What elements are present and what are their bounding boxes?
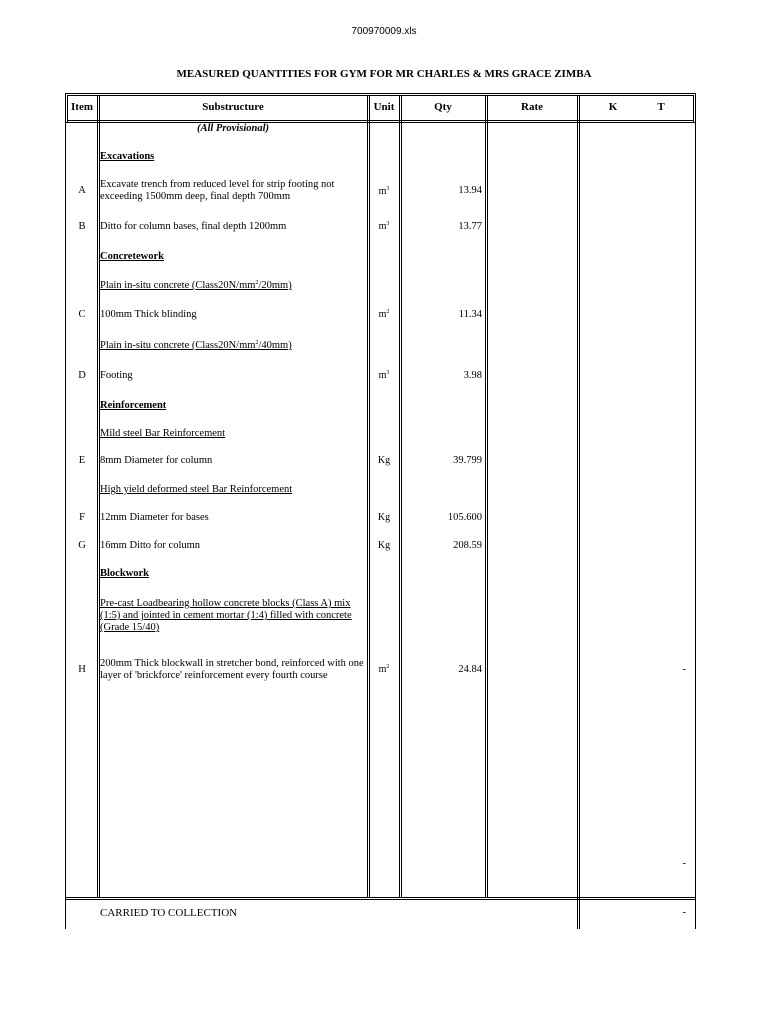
- unit-h: $m^2$: [378, 664, 390, 675]
- subsection-plain-concrete-40: Plain in-situ concrete $(Class20N/mm^2/40mm)$: [100, 340, 292, 351]
- col-divider-item: [97, 95, 98, 898]
- table-border-top-inner: [67, 95, 694, 96]
- desc-c: 100mm Thick blinding: [100, 309, 197, 320]
- col-divider-desc-2: [369, 95, 370, 898]
- subsection-precast-blocks: Pre-cast Loadbearing hollow concrete blocks (Class A) mix (1:5) and jointed in cement mortar (1:4) filled with concrete (Grade 15/40): [100, 598, 352, 633]
- desc-f: 12mm Diameter for bases: [100, 512, 209, 523]
- item-e: E: [78, 455, 86, 466]
- desc-d: Footing: [100, 370, 133, 381]
- unit-e: Kg: [377, 455, 391, 466]
- subsection-high-yield: High yield deformed steel Bar Reinforcement: [100, 484, 293, 495]
- carried-to-collection-total: -: [682, 907, 686, 918]
- table-border-top: [65, 93, 696, 94]
- item-c: C: [78, 309, 86, 320]
- header-unit: Unit: [373, 101, 395, 113]
- section-excavations: Excavations: [100, 151, 155, 162]
- qty-e: 39.799: [453, 455, 482, 466]
- item-b: B: [78, 221, 86, 232]
- table-border-right-inner: [693, 95, 694, 123]
- qty-f: 105.600: [447, 512, 482, 523]
- unit-d: $m^3$: [378, 370, 390, 381]
- unit-b: $m^3$: [378, 221, 390, 232]
- col-divider-rate-2: [579, 95, 580, 929]
- header-t: T: [657, 101, 665, 113]
- col-divider-unit-2: [401, 95, 402, 898]
- file-name: 700970009.xls: [351, 26, 417, 37]
- total-h: -: [682, 664, 686, 675]
- unit-c: $m^2$: [378, 309, 390, 320]
- col-divider-rate: [577, 95, 578, 929]
- header-k: K: [608, 101, 618, 113]
- item-d: D: [78, 370, 86, 381]
- subsection-mild-steel: Mild steel Bar Reinforcement: [100, 428, 226, 439]
- header-divider: [67, 120, 694, 121]
- carried-to-collection-label: CARRIED TO COLLECTION: [100, 907, 238, 919]
- header-substructure: Substructure: [202, 101, 264, 113]
- unit-f: Kg: [377, 512, 391, 523]
- document-title: MEASURED QUANTITIES FOR GYM FOR MR CHARLES & MRS GRACE ZIMBA: [176, 68, 592, 80]
- desc-a: Excavate trench from reduced level for strip footing not exceeding 1500mm deep, final depth 700mm: [100, 179, 335, 202]
- qty-h: 24.84: [458, 664, 482, 675]
- section-reinforcement: Reinforcement: [100, 400, 167, 411]
- qty-g: 208.59: [453, 540, 482, 551]
- desc-h: 200mm Thick blockwall in stretcher bond, reinforced with one layer of 'brickforce' reinforcement every fourth course: [100, 658, 364, 681]
- item-a: A: [78, 185, 86, 196]
- col-divider-item-2: [99, 95, 100, 898]
- section-blockwork: Blockwork: [100, 568, 150, 579]
- section-concretework: Concretework: [100, 251, 164, 262]
- item-h: H: [78, 664, 86, 675]
- col-divider-qty-2: [487, 95, 488, 898]
- desc-b: Ditto for column bases, final depth 1200mm: [100, 221, 287, 232]
- unit-g: Kg: [377, 540, 391, 551]
- qty-a: 13.94: [458, 185, 482, 196]
- item-f: F: [79, 512, 85, 523]
- table-border-left: [65, 93, 66, 929]
- qty-c: 11.34: [458, 309, 482, 320]
- provisional-note: (All Provisional): [196, 123, 270, 134]
- page-total: -: [682, 858, 686, 869]
- body-bottom-border-2: [65, 899, 696, 900]
- table-border-right: [695, 93, 696, 929]
- desc-e: 8mm Diameter for column: [100, 455, 213, 466]
- unit-a: $m^3$: [378, 186, 390, 197]
- subsection-plain-concrete-20: Plain in-situ concrete $(Class20N/mm^2/20mm)$: [100, 280, 292, 291]
- col-divider-desc: [367, 95, 368, 898]
- body-bottom-border: [65, 897, 696, 898]
- item-g: G: [78, 540, 86, 551]
- qty-b: 13.77: [458, 221, 482, 232]
- qty-d: 3.98: [463, 370, 482, 381]
- col-divider-unit: [399, 95, 400, 898]
- col-divider-qty: [485, 95, 486, 898]
- desc-g: 16mm Ditto for column: [100, 540, 201, 551]
- header-rate: Rate: [521, 101, 543, 113]
- header-qty: Qty: [434, 101, 452, 113]
- header-item: Item: [71, 101, 93, 113]
